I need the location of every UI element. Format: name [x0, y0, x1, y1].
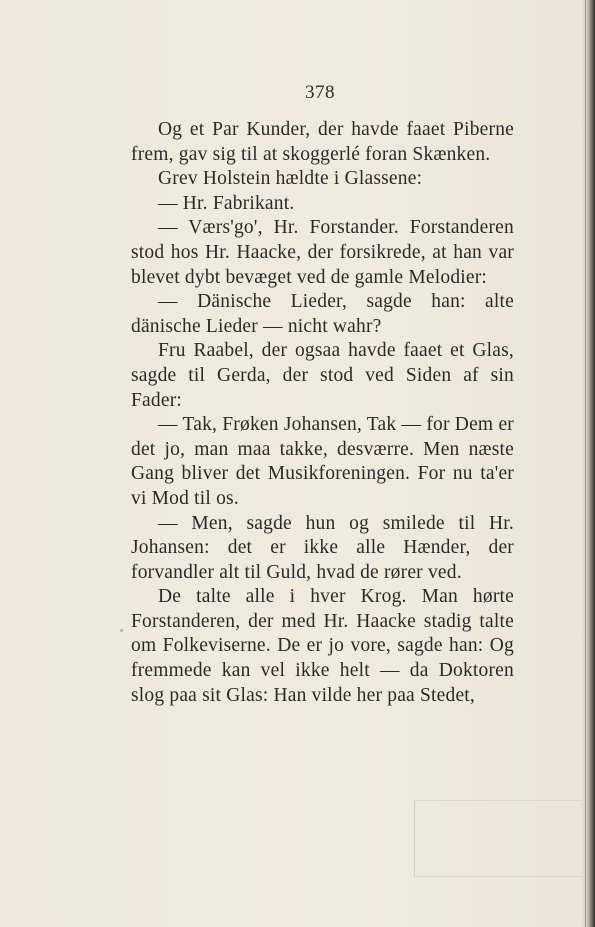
paragraph: De talte alle i hver Krog. Man hørte Forstanderen, der med Hr. Haacke stadig talte om Folkeviserne. De er jo vore, sagde han: Og fremmede kan vel ikke helt — da Doktoren slog paa sit Glas: Han vilde her paa Stedet,: [131, 586, 514, 706]
paragraph: — Hr. Fabrikant.: [158, 192, 295, 214]
body-text: [131, 118, 514, 708]
paragraph: — Tak, Frøken Johansen, Tak — for Dem er det jo, man maa takke, desværre. Men næste Gang bliver det Musikforeningen. For nu ta'er vi Mod til os.: [131, 414, 514, 509]
binding-edge-shadow: [581, 0, 595, 927]
paragraph: — Værs'go', Hr. Forstander. Forstanderen stod hos Hr. Haacke, der forsikrede, at han var blevet dybt bevæget ved de gamle Melodier:: [131, 217, 514, 288]
margin-speck: [120, 629, 123, 632]
paragraph: Og et Par Kunder, der havde faaet Piberne frem, gav sig til at skoggerlé foran Skænken.: [131, 119, 514, 165]
page-impression-mark: [414, 800, 582, 877]
page-number: 378: [305, 82, 335, 103]
paragraph: — Dänische Lieder, sagde han: alte dänische Lieder — nicht wahr?: [131, 291, 514, 337]
paragraph: Grev Holstein hældte i Glassene:: [158, 168, 423, 190]
paragraph: Fru Raabel, der ogsaa havde faaet et Glas, sagde til Gerda, der stod ved Siden af sin Fader:: [131, 340, 514, 411]
paragraph: — Men, sagde hun og smilede til Hr. Johansen: det er ikke alle Hænder, der forvandler alt til Guld, hvad de rører ved.: [131, 512, 514, 583]
